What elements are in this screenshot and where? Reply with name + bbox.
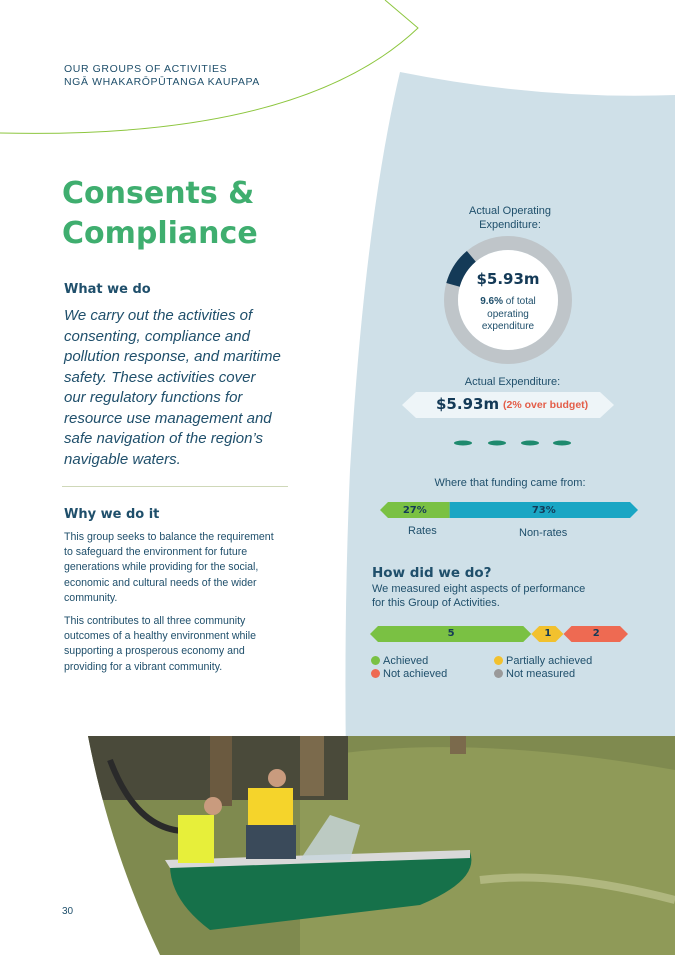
eyebrow-line-2: NGĀ WHAKARŌPŪTANGA KAUPAPA bbox=[64, 76, 260, 88]
what-we-do-text bbox=[64, 306, 304, 470]
operating-subtext bbox=[458, 296, 558, 334]
performance-line-2: for this Group of Activities. bbox=[372, 597, 500, 609]
legend-not-measured-label: Not measured bbox=[506, 668, 576, 680]
para-line: economic and cultural needs of the wider bbox=[64, 576, 257, 589]
para-line: supporting a prosperous economy and bbox=[64, 645, 245, 658]
operating-label-line-1: Actual Operating bbox=[469, 205, 551, 217]
operating-label bbox=[440, 204, 580, 232]
title-line-1: Consents & bbox=[62, 176, 255, 211]
legend-not-achieved-dot-icon bbox=[371, 669, 380, 678]
para-line: providing for a vibrant community. bbox=[64, 660, 223, 673]
legend-not-measured bbox=[494, 668, 575, 680]
operating-value: $5.93m bbox=[476, 270, 540, 288]
funding-label: Where that funding came from: bbox=[434, 477, 586, 489]
operating-sub-line-3: expenditure bbox=[481, 321, 535, 332]
operating-pct-suffix: of total bbox=[502, 296, 536, 307]
actual-expenditure-note: (2% over budget) bbox=[503, 399, 589, 411]
operating-label-line-2: Expenditure: bbox=[479, 219, 541, 231]
para-line: outcomes of a healthy environment while bbox=[64, 630, 256, 643]
section-eyebrow bbox=[64, 63, 260, 89]
intro-line: resource use management and bbox=[64, 409, 272, 427]
page-number: 30 bbox=[62, 906, 74, 917]
legend-partial bbox=[494, 655, 592, 667]
para-line: This group seeks to balance the requirement bbox=[64, 531, 274, 543]
why-paragraph-1 bbox=[64, 530, 294, 606]
legend-achieved-dot-icon bbox=[371, 656, 380, 665]
intro-line: safety. These activities cover bbox=[64, 368, 256, 386]
intro-line: our regulatory functions for bbox=[64, 389, 243, 406]
intro-line: consenting, compliance and bbox=[64, 327, 250, 345]
performance-description bbox=[372, 582, 585, 610]
actual-expenditure-label: Actual Expenditure: bbox=[464, 376, 561, 388]
funding-rates-pct: 27% bbox=[402, 505, 427, 516]
para-line: community. bbox=[64, 591, 118, 604]
operating-pct: 9.6% bbox=[480, 296, 503, 307]
intro-line: pollution response, and maritime bbox=[64, 348, 281, 365]
funding-nonrates-pct: 73% bbox=[531, 505, 556, 516]
operating-sub-line-2: operating bbox=[487, 308, 529, 320]
para-line: to safeguard the environment for future bbox=[64, 546, 248, 559]
legend-partial-dot-icon bbox=[494, 656, 503, 665]
page-title bbox=[62, 174, 258, 254]
photo-boat bbox=[80, 730, 675, 955]
performance-not-achieved-count: 2 bbox=[592, 628, 600, 639]
actual-expenditure-value: $5.93m bbox=[436, 395, 500, 413]
performance-heading: How did we do? bbox=[372, 565, 492, 581]
section-divider bbox=[62, 486, 288, 487]
legend-achieved bbox=[371, 655, 428, 667]
why-paragraph-2 bbox=[64, 614, 294, 675]
performance-partial-count: 1 bbox=[544, 628, 552, 639]
para-line: generations while providing for the social, bbox=[64, 561, 259, 574]
legend-not-achieved-label: Not achieved bbox=[383, 668, 448, 680]
legend-not-measured-dot-icon bbox=[494, 669, 503, 678]
legend-partial-label: Partially achieved bbox=[506, 655, 593, 667]
intro-line: navigable waters. bbox=[64, 450, 181, 468]
why-we-do-it-heading: Why we do it bbox=[64, 507, 160, 522]
para-line: This contributes to all three community bbox=[64, 615, 246, 627]
what-we-do-heading: What we do bbox=[64, 282, 151, 297]
funding-rates-label: Rates bbox=[408, 525, 437, 537]
intro-line: safe navigation of the region’s bbox=[64, 430, 264, 447]
legend-achieved-label: Achieved bbox=[383, 655, 429, 667]
performance-achieved-count: 5 bbox=[447, 628, 455, 639]
legend-not-achieved bbox=[371, 668, 447, 680]
title-line-2: Compliance bbox=[62, 216, 258, 251]
intro-line: We carry out the activities of bbox=[64, 307, 253, 324]
eyebrow-line-1: OUR GROUPS OF ACTIVITIES bbox=[64, 63, 228, 75]
performance-line-1: We measured eight aspects of performance bbox=[372, 583, 586, 595]
funding-nonrates-label: Non-rates bbox=[519, 527, 568, 539]
